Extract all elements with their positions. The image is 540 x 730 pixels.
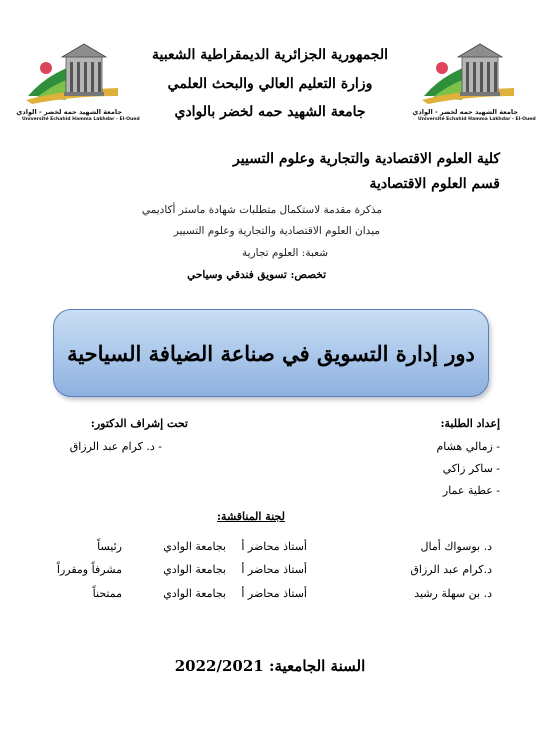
jury-member-university: بجامعة الوادي [163,563,226,576]
university-building-icon [22,38,122,108]
header-university: جامعة الشهيد حمه لخضر بالوادي [174,104,366,120]
logo-caption-french: Université Echahid Hamma Lakhdar - El-Oued [22,117,140,122]
university-logo-right [412,38,536,128]
jury-member-name: د. بن سهلة رشيد [414,587,492,600]
student-name: - عطية عمار [442,484,500,497]
logo-caption-arabic: جامعة الشهيد حمه لخضر - الوادي [412,108,518,116]
university-logo-left [16,38,140,128]
jury-member-university: بجامعة الوادي [163,587,226,600]
jury-member-name: د. بوسواك أمال [420,540,492,553]
student-name: - زمالي هشام [436,440,500,453]
logo-caption-arabic: جامعة الشهيد حمه لخضر - الوادي [16,108,122,116]
thesis-title-box [53,309,489,397]
jury-member-university: بجامعة الوادي [163,540,226,553]
supervisor-name: - د. كرام عبد الرزاق [69,440,162,453]
jury-member-rank: أستاذ محاضر أ [241,563,307,576]
department-name: قسم العلوم الاقتصادية [369,176,500,192]
memo-description: مذكرة مقدمة لاستكمال متطلبات شهادة ماستر أكاديمي [141,204,382,216]
jury-member-role: ممتحناً [92,587,122,600]
thesis-title: دور إدارة التسويق في صناعة الضيافة السياحية [67,340,475,366]
header-ministry: وزارة التعليم العالي والبحث العلمي [167,76,373,92]
faculty-name: كلية العلوم الاقتصادية والتجارية وعلوم التسيير [233,151,500,167]
branch-description: شعبة: العلوم تجارية [242,247,328,259]
supervisor-label: تحت إشراف الدكتور: [90,417,188,430]
academic-year: السنة الجامعية: 2022/2021 [174,657,366,675]
student-name: - ساكر زاكي [442,462,500,475]
jury-member-role: مشرفاً ومقرراً [56,563,122,576]
jury-member-rank: أستاذ محاضر أ [241,587,307,600]
jury-member-rank: أستاذ محاضر أ [241,540,307,553]
jury-member-name: د.كرام عبد الرزاق [410,563,492,576]
field-description: ميدان العلوم الاقتصادية والتجارية وعلوم التسيير [173,225,380,237]
university-building-icon [418,38,518,108]
jury-member-role: رئيساً [97,540,122,553]
specialty-description: تخصص: تسويق فندقي وسياحي [187,269,326,281]
students-label: إعداد الطلبة: [440,417,500,430]
logo-caption-french: Université Echahid Hamma Lakhdar - El-Oued [418,117,536,122]
header-republic: الجمهورية الجزائرية الديمقراطية الشعبية [151,47,388,63]
jury-title: لجنة المناقشة: [217,510,285,523]
